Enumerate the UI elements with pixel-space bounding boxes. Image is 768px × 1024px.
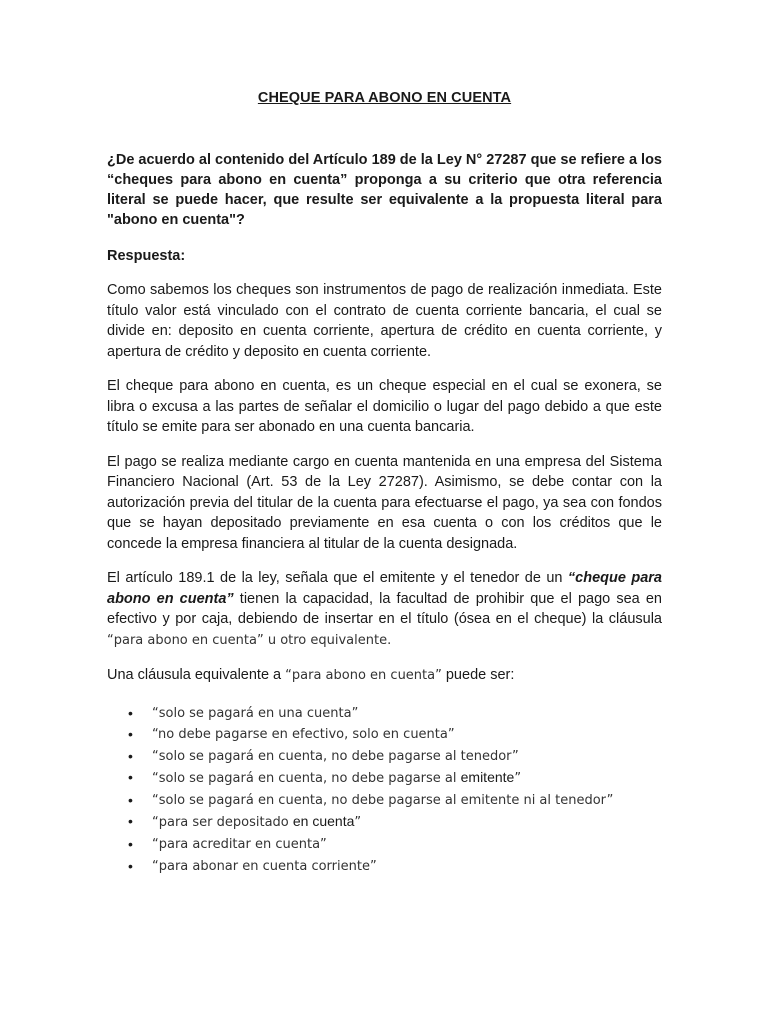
clause-text: “solo se pagará en una cuenta” xyxy=(152,705,359,721)
equivalent-text-before: Una cláusula equivalente a xyxy=(107,667,286,683)
list-item xyxy=(128,767,662,790)
clause-text: “solo se pagará en cuenta, no debe pagarse al xyxy=(152,771,461,787)
list-item xyxy=(128,834,662,856)
clause-text: “para acreditar en cuenta” xyxy=(152,837,327,853)
equivalent-clause-list xyxy=(107,703,662,878)
bullet-icon: • xyxy=(128,836,133,853)
list-item xyxy=(128,790,662,812)
article-emphasis: “cheque para abono en cuenta” xyxy=(107,570,662,607)
paragraph-payment-method: El pago se realiza mediante cargo en cuenta mantenida en una empresa del Sistema Financiero Nacional (Art. 53 de la Ley 27287). Asimismo, se debe contar con la autorización previa del titular de la cuenta para efectuarse el pago, ya sea con fondos que se hayan depositado previamente en esa cuenta o con los créditos que le concede la empresa financiera al titular de la cuenta designada. xyxy=(107,453,662,552)
clause-text-end: ” xyxy=(514,771,522,787)
answer-label: Respuesta: xyxy=(107,248,186,264)
list-item xyxy=(128,703,662,725)
article-text-after: tienen la capacidad, la facultad de prohibir que el pago sea en efectivo y por caja, debiendo de insertar en el título (ósea en el cheque) la cláusula xyxy=(107,590,662,627)
clause-emphasis: emitente xyxy=(460,769,515,786)
bullet-icon: • xyxy=(128,813,133,830)
article-clause-tail: “para abono en cuenta” u otro equivalente. xyxy=(107,632,392,648)
clause-text: “solo se pagará en cuenta, no debe pagarse al tenedor” xyxy=(152,748,519,764)
equivalent-quote: “para abono en cuenta” xyxy=(285,668,442,683)
bullet-icon: • xyxy=(128,704,133,721)
bullet-icon: • xyxy=(128,726,133,743)
bullet-icon: • xyxy=(128,791,133,808)
paragraph-cheques-intro: Como sabemos los cheques son instrumentos de pago de realización inmediata. Este título valor está vinculado con el contrato de cuenta corriente bancaria, el cual se divide en: deposito en cuenta corriente, apertura de crédito en cuenta corriente, y apertura de crédito y deposito en cuenta corriente. xyxy=(107,282,662,360)
question-text: ¿De acuerdo al contenido del Artículo 189 de la Ley N° 27287 que se refiere a los “cheques para abono en cuenta” proponga a su criterio que otra referencia literal se puede hacer, que resulte ser equivalente a la propuesta literal para "abono en cuenta"? xyxy=(107,152,662,228)
list-item xyxy=(128,746,662,768)
clause-text: “no debe pagarse en efectivo, solo en cuenta” xyxy=(152,727,455,743)
bullet-icon: • xyxy=(128,747,133,764)
document-page xyxy=(107,90,662,877)
clause-text: “solo se pagará en cuenta, no debe pagarse al emitente ni al tenedor” xyxy=(152,792,614,808)
page-title: CHEQUE PARA ABONO EN CUENTA xyxy=(257,90,512,106)
list-item xyxy=(128,811,662,834)
clause-emphasis: en cuenta xyxy=(292,813,355,830)
bullet-icon: • xyxy=(128,857,133,874)
clause-text: “para abonar en cuenta corriente” xyxy=(152,858,377,874)
equivalent-text-after: puede ser: xyxy=(441,667,515,683)
clause-text: “para ser depositado xyxy=(152,815,293,831)
article-text-before: El artículo 189.1 de la ley, señala que el emitente y el tenedor de un xyxy=(107,570,568,586)
clause-text-end: ” xyxy=(354,815,362,831)
list-item xyxy=(128,724,662,746)
bullet-icon: • xyxy=(128,769,133,786)
paragraph-abono-definition: El cheque para abono en cuenta, es un cheque especial en el cual se exonera, se libra o excusa a las partes de señalar el domicilio o lugar del pago debido a que este título se emite para ser abonado en una cuenta bancaria. xyxy=(107,378,662,435)
list-item xyxy=(128,856,662,878)
paragraph-article-189 xyxy=(107,568,662,651)
paragraph-equivalent-intro xyxy=(107,665,662,687)
